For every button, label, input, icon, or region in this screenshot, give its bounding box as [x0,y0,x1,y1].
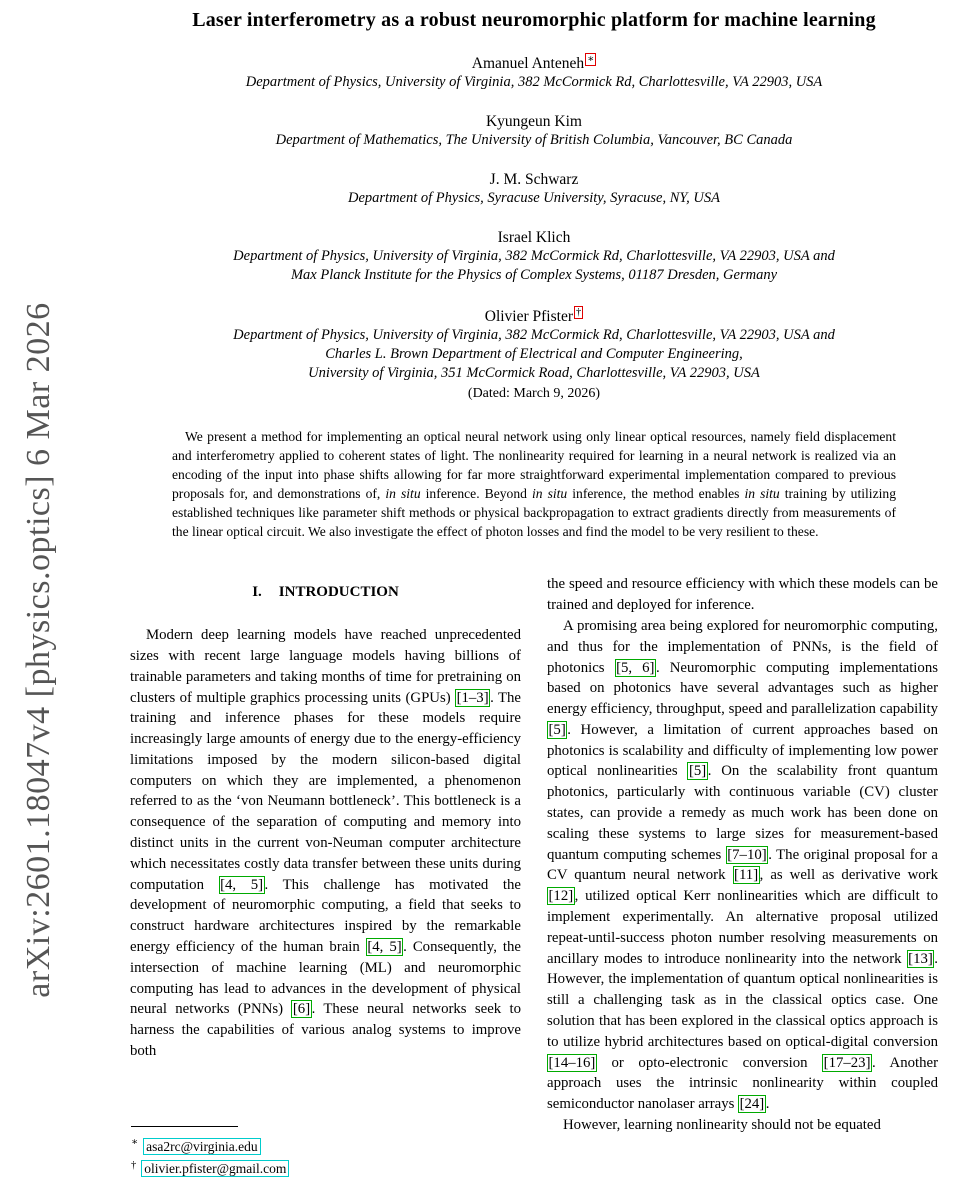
citation-link[interactable]: [24] [739,1096,765,1113]
citation-link[interactable]: [11] [734,867,759,884]
author-name [130,171,938,189]
citation-link[interactable]: [5] [688,763,707,780]
author-affiliations [130,73,938,92]
affiliation-line: Department of Physics, University of Virginia, 382 McCormick Rd, Charlottesville, VA 22903, USA and [233,327,835,344]
author-affiliations [130,326,938,383]
email-link[interactable]: olivier.pfister@gmail.com [141,1160,289,1177]
paragraph: A promising area being explored for neuromorphic computing, and thus for the implementation of PNNs, is the field of photonics [5, 6] . Neuromorphic computing implementations based on photonics have several advantages such as higher energy efficiency, throughput, speed and parallelization capability [5] . However, a limitation of current approaches based on photonics is scalability and difficulty of implementing low power optical nonlinearities [5] . On the scalability front quantum photonics, particularly with continuous variable (CV) cluster states, can provide a remedy as much work has been done on scaling these systems to large sizes for measurement-based quantum computing schemes [7–10] . The original proposal for a CV quantum neural network [11] , as well as derivative work [12] , utilized optical Kerr nonlinearities which are difficult to implement experimentally. An alternative proposal utilized repeat-until-success photon number resolving measurements on ancillary modes to introduce nonlinearity into the network [13] . However, the implementation of quantum optical nonlinearities is still a challenging task as in the classical optics case. One solution that has been explored in the classical optics approach is to utilize hybrid architectures based on optical-digital conversion [14–16] or opto-electronic conversion [17–23] . Another approach uses the intrinsic nonlinearity within coupled semiconductor nanolaser arrays [24] . [547,617,939,1113]
citation-link[interactable]: [13] [908,950,933,967]
citation-link[interactable]: [17–23] [823,1054,871,1071]
email-link[interactable]: asa2rc@virginia.edu [143,1138,261,1155]
left-column [130,574,521,1136]
author-block [130,229,938,285]
author-block [130,171,938,208]
author-name [130,229,938,247]
footnote-line [131,1160,289,1178]
page-content [130,0,938,1136]
emphasis-text: in situ [744,486,780,502]
section-title: INTRODUCTION [278,584,399,601]
author-block [130,306,938,383]
affiliation-line: University of Virginia, 351 McCormick Road, Charlottesville, VA 22903, USA [308,365,760,382]
left-column-paragraphs [130,625,521,1062]
citation-link[interactable]: [7–10] [727,846,767,863]
section-heading [130,582,521,603]
paragraph: the speed and resource efficiency with which these models can be trained and deployed for inference. [547,576,938,614]
affiliation-line: Department of Mathematics, The University of British Columbia, Vancouver, BC Canada [275,132,793,149]
footnote-rule [131,1126,238,1127]
author-list [130,53,938,402]
emphasis-text: in situ [385,486,421,502]
author-name [130,113,938,131]
author-affiliations [130,247,938,285]
body-columns [130,574,938,1136]
footnote-marker-link[interactable]: ∗ [587,54,595,65]
author-name-text: Israel Klich [497,229,571,247]
footnotes [131,1126,289,1177]
paragraph: Modern deep learning models have reached unprecedented sizes with recent large language models having billions of trainable parameters and taking months of time for pretraining on clusters of multiple graphics processing units (GPUs) [1–3] . The training and inference phases for these models require increasingly large amounts of energy due to the energy-efficiency limitations imposed by the modern silicon-based digital computers on which they are implemented, a phenomenon referred to as the ‘von Neumann bottleneck’. This bottleneck is a consequence of the separation of computing and memory into distinct units in the current von-Neuman computer architecture which necessitates costly data transfer between these units during computation [4, 5] . This challenge has motivated the development of neuromorphic computing, a field that seeks to construct hardware architectures inspired by the remarkable energy efficiency of the human brain [4, 5] . Consequently, the intersection of machine learning (ML) and neuromorphic computing has lead to advances in the development of physical neural networks (PNNs) [6] . These neural networks seek to harness the capabilities of various analog systems to improve both [130,627,521,1060]
footnote-marker-link[interactable]: † [576,307,582,319]
author-name-text: Kyungeun Kim [485,113,582,131]
author-name [130,53,938,73]
affiliation-line: Department of Physics, University of Virginia, 382 McCormick Rd, Charlottesville, VA 22903, USA [245,74,823,91]
citation-link[interactable]: [5, 6] [616,659,655,676]
author-block [130,113,938,150]
author-affiliations [130,189,938,208]
author-name-text: J. M. Schwarz [489,171,579,189]
citation-link[interactable]: [1–3] [456,689,489,706]
section-number: I. [252,584,262,601]
abstract: We present a method for implementing an optical neural network using only linear optical resources, namely field displacement and interferometry applied to coherent states of light. The nonlinearity required for learning in a neural network is realized via an encoding of the input into phase shifts allowing for far more straightforward experimental implementation compared to previous proposals for, and demonstrations of, in situ inference. Beyond in situ inference, the method enables in situ training by utilizing established techniques like parameter shift methods or physical backpropagation to extract gradients directly from measurements of the linear optical circuit. We also investigate the effect of photon losses and find the model to be very resilient to these. [172,429,896,540]
author-affiliations [130,131,938,150]
footnote-line [131,1136,289,1155]
right-column [547,574,938,1136]
citation-link[interactable]: [5] [548,721,566,738]
author-name-text: Amanuel Anteneh [471,55,585,73]
dated-line: (Dated: March 9, 2026) [467,386,601,402]
paper-title: Laser interferometry as a robust neuromorphic platform for machine learning [192,9,876,31]
citation-link[interactable]: [4, 5] [367,939,402,956]
author-name [130,306,938,326]
arxiv-watermark: arXiv:2601.18047v4 [physics.optics] 6 Mar 2026 [20,302,57,998]
affiliation-line: Department of Physics, University of Virginia, 382 McCormick Rd, Charlottesville, VA 22903, USA and [233,248,835,265]
author-block [130,53,938,92]
citation-link[interactable]: [12] [548,888,574,905]
affiliation-line: Department of Physics, Syracuse University, Syracuse, NY, USA [348,190,720,207]
emphasis-text: in situ [531,486,568,502]
citation-link[interactable]: [14–16] [548,1054,596,1071]
paragraph: However, learning nonlinearity should not be equated [563,1117,881,1134]
author-name-text: Olivier Pfister [484,308,573,326]
citation-link[interactable]: [6] [292,1001,311,1018]
footnote-marker: † [131,1159,137,1171]
citation-link[interactable]: [4, 5] [220,876,264,893]
affiliation-line: Charles L. Brown Department of Electrical and Computer Engineering, [325,346,743,363]
footnote-marker: ∗ [131,1137,139,1148]
affiliation-line: Max Planck Institute for the Physics of Complex Systems, 01187 Dresden, Germany [290,267,778,284]
